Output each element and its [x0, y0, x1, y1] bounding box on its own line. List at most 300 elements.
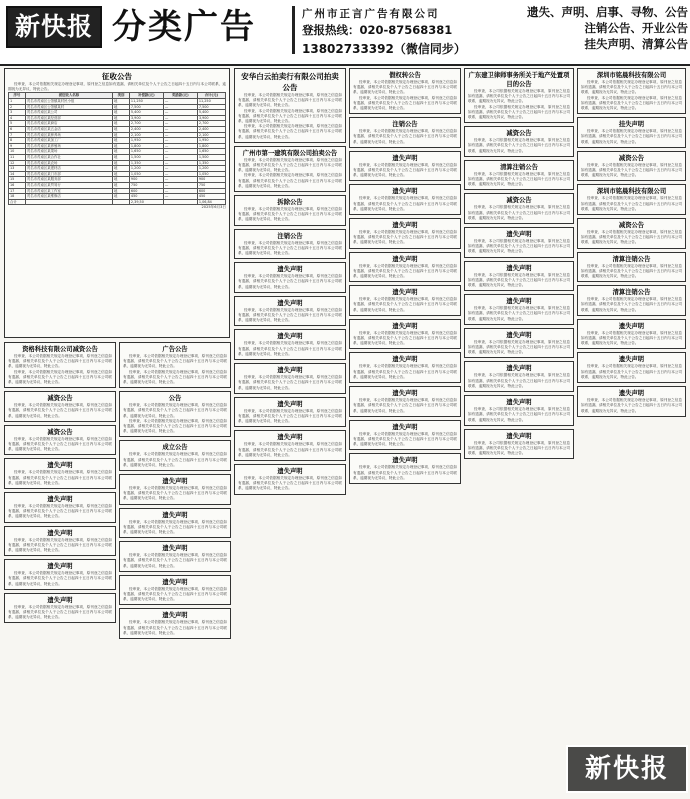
- table-cell: 1,200: [197, 166, 225, 172]
- table-cell: 18: [9, 194, 26, 200]
- table-cell: 9: [9, 143, 26, 149]
- ad-body: 经审查，本公司依据相关规定办理登记事项，原刊登之信息如有遗漏，请相关单位及个人于公告之日起四十五日内与本公司联系，逾期视为无异议，特此公告。: [123, 620, 227, 635]
- ad-body: 经审查，本公司依据相关规定办理登记事项，原刊登之信息如有遗漏，请相关单位及个人于公告之日起四十五日内与本公司联系，逾期视为无异议，特此公告。: [238, 93, 342, 108]
- ad-body: 经审查，本公司依据相关规定办理登记事项，原刊登之信息如有遗漏，请相关单位及个人于公告之日起四十五日内与本公司联系，逾期视为无异议，特此公告。: [238, 408, 342, 424]
- ad-body: 经审查，本公司依据相关规定办理登记事项，原刊登之信息如有遗漏，请相关单位及个人于公告之日起四十五日内与本公司联系，逾期视为无异议，特此公告。: [8, 354, 112, 369]
- ad-title: 广州市第一建筑有限公司拍卖公告: [242, 149, 338, 157]
- table-cell: 16: [9, 182, 26, 188]
- table-cell: 5: [9, 121, 26, 127]
- column-6: [577, 68, 686, 744]
- ad-body: 经审查，本公司依据相关规定办理登记事项，原刊登之信息如有遗漏，请相关单位及个人于公告之日起四十五日内与本公司联系，逾期视为无异议，特此公告。: [581, 80, 682, 95]
- ad-body: 经审查，本公司依据相关规定办理登记事项，原刊登之信息如有遗漏，请相关单位及个人于公告之日起四十五日内与本公司联系，逾期视为无异议，特此公告。: [353, 431, 457, 447]
- table-cell: 1,500: [129, 154, 163, 160]
- ad-body: 经审查，本公司依据相关规定办理登记事项，原刊登之信息如有遗漏，请相关单位及个人于公告之日起四十五日内与本公司联系，逾期视为无异议，特此公告。: [238, 341, 342, 356]
- ad-title: 遗失声明: [506, 365, 532, 373]
- ad-title: 遗失声明: [277, 266, 303, 274]
- table-cell: 地: [113, 154, 130, 160]
- ad-title: 遗失声明: [392, 457, 418, 465]
- table-cell: [25, 199, 112, 205]
- table-cell: 地: [113, 143, 130, 149]
- ad-title: 遗失声明: [392, 289, 418, 297]
- ad-block: [234, 262, 346, 293]
- table-cell: 地: [113, 110, 130, 116]
- ad-body: 经审查，本公司依据相关规定办理登记事项，原刊登之信息如有遗漏，请相关单位及个人于公告之日起四十五日内与本公司联系，逾期视为无异议，特此公告。: [581, 196, 682, 211]
- table-cell: 地: [113, 99, 130, 105]
- ad-body: 经审查，本公司依据相关规定办理登记事项，原刊登之信息如有遗漏，请相关单位及个人于公告之日起四十五日内与本公司联系，逾期视为无异议，特此公告。: [8, 604, 112, 620]
- ad-title: 减资公告: [506, 130, 532, 138]
- table-cell: 1,200: [129, 166, 163, 172]
- table-cell: 1,06,84: [197, 199, 225, 205]
- ad-block: [4, 458, 116, 489]
- ad-body: 经审查，本公司依据相关规定办理登记事项，原刊登之信息如有遗漏，请相关单位及个人于公告之日起四十五日内与本公司联系，逾期视为无异议，特此公告。: [8, 470, 112, 485]
- ad-body: 经审查，本公司依据相关规定办理登记事项，原刊登之信息如有遗漏，请相关单位及个人于公告之日起四十五日内与本公司联系，逾期视为无异议，特此公告。: [353, 196, 457, 211]
- ad-body: 经审查，本公司依据相关规定办理登记事项，原刊登之信息如有遗漏，请相关单位及个人于公告之日起四十五日内与本公司联系，逾期视为无异议，特此公告。: [353, 129, 457, 144]
- ad-body: 经审查，本公司依据相关规定办理登记事项，原刊登之信息如有遗漏，请相关单位及个人于公告之日起四十五日内与本公司联系，逾期视为无异议，特此公告。: [8, 436, 112, 452]
- table-cell: 6: [9, 126, 26, 132]
- ad-title: 遗失声明: [618, 390, 645, 398]
- table-cell: 3: [9, 110, 26, 116]
- ad-block: [464, 395, 574, 426]
- ad-block: [234, 195, 346, 226]
- column-1-lower: [4, 342, 116, 794]
- ad-title: 遗失声明: [392, 390, 418, 398]
- ad-title: 遗失声明: [47, 529, 73, 537]
- table-cell: 地: [113, 182, 130, 188]
- ad-body: 经审查，本公司依据相关规定办理登记事项，原刊登之信息如有遗漏，请相关单位及个人于公告之日起四十五日内与本公司联系，逾期视为无异议，特此公告。: [238, 108, 342, 124]
- table-cell: 茂名市茂南区某五金店: [25, 126, 112, 132]
- ad-body: 经审查，本公司依据相关规定办理登记事项，原刊登之信息如有遗漏，请相关单位及个人于公告之日起四十五日内与本公司联系，逾期视为无异议，特此公告。: [468, 171, 570, 187]
- levy-table: [8, 92, 226, 205]
- ad-block: [234, 329, 346, 360]
- ad-block: [464, 294, 574, 325]
- ad-body: 经审查，本公司依据相关规定办理登记事项，原刊登之信息如有遗漏，请相关单位及个人于公告之日起四十五日内与本公司联系，逾期视为无异议，特此公告。: [468, 205, 570, 220]
- table-cell: 茂名市茂南区某加工厂: [25, 138, 112, 144]
- table-cell: 11,250: [197, 99, 225, 105]
- ad-title: 遗失声明: [277, 367, 303, 375]
- table-cell: 茂名市茂南区某养殖场: [25, 143, 112, 149]
- ad-title: 减资公告: [47, 428, 73, 436]
- ad-title: 征收公告: [102, 72, 132, 81]
- ad-title: 广东建卫律师事务所关于地产处置项目的公告: [468, 72, 570, 88]
- page-header: [0, 0, 690, 66]
- ad-body: 经审查，本公司依据相关规定办理登记事项，原刊登之信息如有遗漏，请相关单位及个人于公告之日起四十五日内与本公司联系，逾期视为无异议，特此公告。: [238, 157, 342, 173]
- ad-block: [464, 261, 574, 292]
- ad-body: 经审查，本公司依据相关规定办理登记事项，原刊登之信息如有遗漏，请相关单位及个人于公告之日起四十五日内与本公司联系，逾期视为无异议，特此公告。: [8, 369, 112, 385]
- table-cell: 地: [113, 115, 130, 121]
- ad-block: [577, 386, 686, 417]
- ad-block: [464, 126, 574, 157]
- page-title: 分类广告: [112, 7, 256, 47]
- table-cell: 地: [113, 177, 130, 183]
- ad-body: 经审查，本公司依据相关规定办理登记事项，原刊登之信息如有遗漏，请相关单位及个人于公告之日起四十五日内与本公司联系，逾期视为无异议，特此公告。: [468, 373, 570, 388]
- column-3: [234, 68, 346, 794]
- table-cell: [163, 199, 197, 205]
- ad-block: [234, 363, 346, 394]
- table-cell: 1,350: [129, 160, 163, 166]
- ad-block: [577, 68, 686, 114]
- ad-title: 深圳市铭晨科技有限公司: [596, 188, 667, 196]
- ad-block: [464, 361, 574, 392]
- watermark-text: 新快报: [584, 754, 669, 784]
- ad-body: 经审查，本公司依据相关规定办理登记事项，原刊登之信息如有遗漏，请相关单位及个人于公告之日起四十五日内与本公司联系，逾期视为无异议，特此公告。: [353, 364, 457, 379]
- ad-body: 经审查，本公司依据相关规定办理登记事项，原刊登之信息如有遗漏，请相关单位及个人于公告之日起四十五日内与本公司联系，逾期视为无异议，特此公告。: [581, 263, 682, 279]
- ad-body: 经审查，本公司依据相关规定办理登记事项，原刊登之信息如有遗漏，请相关单位及个人于公告之日起四十五日内与本公司联系，逾期视为无异议，特此公告。: [353, 263, 457, 279]
- ad-title: 遗失声明: [506, 331, 532, 339]
- table-cell: 1,650: [129, 149, 163, 155]
- column-5: [464, 68, 574, 794]
- ad-body: 经审查，本公司依据相关规定办理登记事项，原刊登之信息如有遗漏，请相关单位及个人于公告之日起四十五日内与本公司联系，逾期视为无异议，特此公告。: [8, 403, 112, 418]
- ad-body: 经审查，本公司依据相关规定办理登记事项，原刊登之信息如有遗漏，请相关单位及个人于公告之日起四十五日内与本公司联系，逾期视为无异议，特此公告。: [353, 230, 457, 245]
- ad-body: 经审查，本公司依据相关规定办理登记事项，原刊登之信息如有遗漏，请相关单位及个人于公告之日起四十五日内与本公司联系，逾期视为无异议，特此公告。: [353, 297, 457, 312]
- ad-body: 经审查，本公司依据相关规定办理登记事项，原刊登之信息如有遗漏，请相关单位及个人于公告之日起四十五日内与本公司联系，逾期视为无异议，特此公告。: [468, 339, 570, 355]
- ad-title: 安华白云拍卖行有限公司拍卖公告: [241, 72, 339, 92]
- table-cell: 5,400: [129, 110, 163, 116]
- table-cell: 2: [9, 104, 26, 110]
- ad-body: 经审查，本公司依据相关规定办理登记事项，原刊登之信息如有遗漏，请相关单位及个人于公告之日起四十五日内与本公司联系，逾期视为无异议，特此公告。: [581, 129, 682, 144]
- table-cell: —: [163, 154, 197, 160]
- ad-title: 遗失声明: [277, 400, 303, 408]
- table-cell: —: [163, 166, 197, 172]
- ad-title: 遗失声明: [162, 612, 188, 620]
- table-cell: 茂名市茂南区某公司: [25, 110, 112, 116]
- ad-title: 减资公告: [47, 395, 73, 403]
- ad-block: [4, 559, 116, 590]
- table-cell: 1,350: [197, 160, 225, 166]
- ad-block: [349, 319, 461, 350]
- ad-body: 经审查，本公司依据相关规定办理登记事项，原刊登之信息如有遗漏，请相关单位及个人于公告之日起四十五日内与本公司联系，逾期视为无异议，特此公告。: [123, 553, 227, 568]
- ad-title: 遗失声明: [506, 399, 532, 407]
- brand-logo: [6, 6, 102, 48]
- column-2-lower: [119, 342, 231, 794]
- table-cell: 地: [113, 194, 130, 200]
- ad-body: 经审查，本公司依据相关规定办理登记事项，原刊登之信息如有遗漏，请相关单位及个人于公告之日起四十五日内与本公司联系，逾期视为无异议，特此公告。: [581, 364, 682, 379]
- table-cell: 2,400: [197, 126, 225, 132]
- table-cell: 2,700: [197, 121, 225, 127]
- table-cell: 地: [113, 104, 130, 110]
- ad-title: 遗失声明: [618, 322, 645, 330]
- table-cell: 茂名市茂南区某门市部: [25, 171, 112, 177]
- table-cell: 地: [113, 171, 130, 177]
- hotline: 登报热线：020-87568381: [302, 23, 453, 37]
- table-cell: 7,500: [197, 104, 225, 110]
- ad-title: 遗失声明: [277, 434, 303, 442]
- ad-block: [119, 508, 231, 539]
- table-cell: 600: [197, 188, 225, 194]
- table-cell: —: [163, 177, 197, 183]
- ad-block: [464, 429, 574, 460]
- signature-date: 2025年6月3日: [201, 205, 226, 210]
- column-levy: [4, 68, 230, 340]
- ad-body: 经审查，本公司依据相关规定办理登记事项，原刊登之信息如有遗漏，请相关单位及个人于公告之日起四十五日内与本公司联系，逾期视为无异议，特此公告。: [123, 519, 227, 535]
- table-cell: 茂名市茂南区某服务部: [25, 177, 112, 183]
- ad-body: 经审查，本公司依据相关规定办理登记事项，原刊登之信息如有遗漏，请相关单位及个人于公告之日起四十五日内与本公司联系，逾期视为无异议，特此公告。: [353, 162, 457, 178]
- table-cell: 茂名市茂南区某工作室: [25, 188, 112, 194]
- table-cell: 900: [129, 177, 163, 183]
- ad-body: 经审查，本公司依据相关规定办理登记事项，原刊登之信息如有遗漏，请相关单位及个人于公告之日起四十五日内与本公司联系，逾期视为无异议，特此公告。: [123, 369, 227, 385]
- table-cell: —: [163, 104, 197, 110]
- table-cell: —: [163, 194, 197, 200]
- ad-body: 经审查，本公司依据相关规定办理登记事项，原刊登之信息如有遗漏，请相关单位及个人于公告之日起四十五日内与本公司联系，逾期视为无异议，特此公告。: [468, 239, 570, 254]
- ad-block: [577, 352, 686, 383]
- table-cell: 茂名市茂南区某贸易行: [25, 182, 112, 188]
- table-cell: 地: [113, 132, 130, 138]
- table-cell: 5,400: [197, 110, 225, 116]
- category-line: 遗失、声明、启事、寻物、公告: [527, 5, 688, 19]
- table-cell: 茂名市茂南区某合作社: [25, 154, 112, 160]
- ad-title: 广告公告: [162, 346, 188, 353]
- ad-block: [4, 492, 116, 523]
- ad-title: 减资公告: [506, 197, 532, 205]
- table-cell: 茂名市茂南区公馆镇某村: [25, 104, 112, 110]
- table-cell: 1,950: [197, 138, 225, 144]
- ad-block: [4, 425, 116, 456]
- table-cell: 茂名市茂南区某商店: [25, 121, 112, 127]
- table-header-cell: 奖励款(元): [163, 93, 197, 99]
- table-cell: —: [163, 171, 197, 177]
- ad-block: [234, 397, 346, 428]
- ad-body: 经审查，本公司依据相关规定办理登记事项，原刊登之信息如有遗漏，请相关单位及个人于公告之日起四十五日内与本公司联系，逾期视为无异议，特此公告。: [353, 330, 457, 346]
- ad-body: 经审查，本公司依据相关规定办理登记事项，原刊登之信息如有遗漏，请相关单位及个人于公告之日起四十五日内与本公司联系，逾期视为无异议，特此公告。: [468, 89, 570, 104]
- ad-block: [4, 342, 116, 388]
- table-cell: 3,900: [129, 115, 163, 121]
- ad-body: 经审查，本公司依据相关规定办理登记事项，原刊登之信息如有遗漏，请相关单位及个人于公告之日起四十五日内与本公司联系，逾期视为无异议，特此公告。: [8, 82, 226, 92]
- ad-block: [4, 526, 116, 557]
- ad-block: [577, 184, 686, 215]
- ad-body: 经审查，本公司依据相关规定办理登记事项，原刊登之信息如有遗漏，请相关单位及个人于公告之日起四十五日内与本公司联系，逾期视为无异议，特此公告。: [238, 173, 342, 188]
- ad-block: [234, 296, 346, 327]
- ad-title: 注销公告: [392, 121, 418, 129]
- ad-title: 遗失声明: [392, 356, 418, 364]
- table-cell: 7,500: [129, 104, 163, 110]
- table-cell: 2,100: [197, 132, 225, 138]
- ad-title: 遗失声明: [47, 563, 73, 571]
- table-cell: 1,800: [197, 143, 225, 149]
- ad-body: 经审查，本公司依据相关规定办理登记事项，原刊登之信息如有遗漏，请相关单位及个人于公告之日起四十五日内与本公司联系，逾期视为无异议，特此公告。: [8, 504, 112, 519]
- ad-title: 遗失声明: [392, 322, 418, 330]
- ad-block: [234, 229, 346, 260]
- ad-block: [349, 218, 461, 249]
- header-divider: [292, 6, 295, 54]
- logo-text: 新快报: [14, 12, 93, 41]
- table-cell: —: [163, 99, 197, 105]
- table-cell: 900: [197, 177, 225, 183]
- ad-block: [349, 252, 461, 283]
- ad-title: 成立公告: [162, 444, 188, 452]
- ad-block: [234, 68, 346, 143]
- ad-body: 经审查，本公司依据相关规定办理登记事项，原刊登之信息如有遗漏，请相关单位及个人于公告之日起四十五日内与本公司联系，逾期视为无异议，特此公告。: [581, 330, 682, 346]
- ad-title: 遗失声明: [277, 299, 303, 307]
- table-cell: 2,100: [129, 132, 163, 138]
- ad-body: 经审查，本公司依据相关规定办理登记事项，原刊登之信息如有遗漏，请相关单位及个人于公告之日起四十五日内与本公司联系，逾期视为无异议，特此公告。: [123, 486, 227, 501]
- table-cell: 750: [197, 182, 225, 188]
- ad-title: 减资公告: [618, 222, 645, 230]
- ad-body: 经审查，本公司依据相关规定办理登记事项，原刊登之信息如有遗漏，请相关单位及个人于公告之日起四十五日内与本公司联系，逾期视为无异议，特此公告。: [581, 297, 682, 312]
- ad-block: [234, 464, 346, 495]
- table-cell: 地: [113, 160, 130, 166]
- ad-block: [464, 160, 574, 191]
- table-header-cell: 类别: [113, 93, 130, 99]
- ad-block: [464, 328, 574, 359]
- table-cell: 2,39,50: [129, 199, 163, 205]
- table-cell: 地: [113, 121, 130, 127]
- ad-body: 经审查，本公司依据相关规定办理登记事项，原刊登之信息如有遗漏，请相关单位及个人于公告之日起四十五日内与本公司联系，逾期视为无异议，特此公告。: [8, 537, 112, 553]
- table-cell: 合计: [9, 199, 26, 205]
- ad-body: 经审查，本公司依据相关规定办理登记事项，原刊登之信息如有遗漏，请相关单位及个人于公告之日起四十五日内与本公司联系，逾期视为无异议，特此公告。: [238, 207, 342, 222]
- table-cell: 茂名市茂南区某种养场: [25, 132, 112, 138]
- ad-title: 减资公告: [618, 154, 645, 162]
- table-cell: 7: [9, 132, 26, 138]
- ad-title: 遗失声明: [47, 462, 73, 470]
- table-cell: —: [163, 121, 197, 127]
- ad-block: [349, 420, 461, 451]
- ad-block: [119, 608, 231, 639]
- table-cell: 11,250: [129, 99, 163, 105]
- ad-title: 清算注销公告: [500, 163, 538, 171]
- ad-title: 遗失声明: [392, 154, 418, 162]
- ad-body: 经审查，本公司依据相关规定办理登记事项，原刊登之信息如有遗漏，请相关单位及个人于公告之日起四十五日内与本公司联系，逾期视为无异议，特此公告。: [581, 230, 682, 245]
- ad-body: 经审查，本公司依据相关规定办理登记事项，原刊登之信息如有遗漏，请相关单位及个人于公告之日起四十五日内与本公司联系，逾期视为无异议，特此公告。: [238, 442, 342, 457]
- ad-title: 遗失声明: [277, 467, 303, 475]
- category-list: [502, 4, 688, 52]
- watermark-logo: [566, 745, 688, 793]
- ad-block: [349, 386, 461, 417]
- table-cell: 茂名市茂南区某维修店: [25, 194, 112, 200]
- agency-name: 广州市正言广告有限公司: [302, 8, 440, 20]
- ad-body: 经审查，本公司依据相关规定办理登记事项，原刊登之信息如有遗漏，请相关单位及个人于公告之日起四十五日内与本公司联系，逾期视为无异议，特此公告。: [123, 354, 227, 369]
- ad-block: [119, 474, 231, 505]
- table-cell: 750: [129, 182, 163, 188]
- table-cell: —: [163, 160, 197, 166]
- table-cell: 2,400: [129, 126, 163, 132]
- ad-title: 遗失声明: [162, 478, 188, 486]
- table-cell: —: [163, 138, 197, 144]
- ad-block: [119, 342, 231, 388]
- ad-block: [464, 193, 574, 224]
- ad-title: 资格科技有限公司减资公告: [22, 346, 98, 353]
- ad-block: [577, 285, 686, 316]
- table-cell: —: [163, 188, 197, 194]
- table-cell: 1,650: [197, 149, 225, 155]
- ad-title: 遗失声明: [392, 222, 418, 230]
- table-cell: 茂名市茂南区某经营部: [25, 115, 112, 121]
- table-cell: 地: [113, 126, 130, 132]
- ad-block: [119, 440, 231, 471]
- ad-block: [349, 453, 461, 484]
- ad-body: 经审查，本公司依据相关规定办理登记事项，原刊登之信息如有遗漏，请相关单位及个人于公告之日起四十五日内与本公司联系，逾期视为无异议，特此公告。: [353, 398, 457, 413]
- ad-block: [119, 541, 231, 572]
- ad-body: 经审查，本公司依据相关规定办理登记事项，原刊登之信息如有遗漏，请相关单位及个人于公告之日起四十五日内与本公司联系，逾期视为无异议，特此公告。: [353, 95, 457, 111]
- ad-title: 遗失声明: [277, 333, 303, 341]
- table-cell: 地: [113, 149, 130, 155]
- ad-body: 经审查，本公司依据相关规定办理登记事项，原刊登之信息如有遗漏，请相关单位及个人于公告之日起四十五日内与本公司联系，逾期视为无异议，特此公告。: [123, 452, 227, 467]
- ad-block: [4, 68, 230, 338]
- ad-block: [577, 117, 686, 148]
- table-cell: 17: [9, 188, 26, 194]
- ad-title: 遗失声明: [162, 578, 188, 586]
- table-header-cell: 被征收人名称: [25, 93, 112, 99]
- table-cell: —: [163, 126, 197, 132]
- ad-title: 遗失声明: [506, 298, 532, 306]
- ad-body: 经审查，本公司依据相关规定办理登记事项，原刊登之信息如有遗漏，请相关单位及个人于公告之日起四十五日内与本公司联系，逾期视为无异议，特此公告。: [123, 418, 227, 434]
- table-cell: 14: [9, 171, 26, 177]
- ad-title: 遗失声明: [392, 255, 418, 263]
- table-cell: 地: [113, 166, 130, 172]
- ad-body: 经审查，本公司依据相关规定办理登记事项，原刊登之信息如有遗漏，请相关单位及个人于公告之日起四十五日内与本公司联系，逾期视为无异议，特此公告。: [468, 138, 570, 153]
- ad-title: 清算注销公告: [612, 289, 651, 297]
- table-cell: 1,950: [129, 138, 163, 144]
- category-line: 注销公告、开业公告: [584, 21, 688, 35]
- ad-title: 遗失声明: [506, 231, 532, 239]
- ad-block: [349, 68, 461, 114]
- ad-block: [577, 151, 686, 182]
- table-cell: —: [163, 182, 197, 188]
- ad-body: 经审查，本公司依据相关规定办理登记事项，原刊登之信息如有遗漏，请相关单位及个人于公告之日起四十五日内与本公司联系，逾期视为无异议，特此公告。: [238, 274, 342, 289]
- ad-body: 经审查，本公司依据相关规定办理登记事项，原刊登之信息如有遗漏，请相关单位及个人于公告之日起四十五日内与本公司联系，逾期视为无异议，特此公告。: [8, 571, 112, 586]
- ad-body: 经审查，本公司依据相关规定办理登记事项，原刊登之信息如有遗漏，请相关单位及个人于公告之日起四十五日内与本公司联系，逾期视为无异议，特此公告。: [468, 272, 570, 288]
- ad-body: 经审查，本公司依据相关规定办理登记事项，原刊登之信息如有遗漏，请相关单位及个人于公告之日起四十五日内与本公司联系，逾期视为无异议，特此公告。: [468, 440, 570, 456]
- table-cell: 茂名市茂南区某农场: [25, 160, 112, 166]
- table-cell: 2,700: [129, 121, 163, 127]
- table-cell: 茂名市茂南区某果场: [25, 149, 112, 155]
- table-cell: 1: [9, 99, 26, 105]
- ad-block: [349, 117, 461, 148]
- ad-body: 经审查，本公司依据相关规定办理登记事项，原刊登之信息如有遗漏，请相关单位及个人于公告之日起四十五日内与本公司联系，逾期视为无异议，特此公告。: [353, 80, 457, 95]
- table-cell: 11: [9, 154, 26, 160]
- ad-block: [349, 352, 461, 383]
- ad-title: 遗失声明: [162, 545, 188, 553]
- table-cell: 600: [129, 188, 163, 194]
- ad-body: 经审查，本公司依据相关规定办理登记事项，原刊登之信息如有遗漏，请相关单位及个人于公告之日起四十五日内与本公司联系，逾期视为无异议，特此公告。: [468, 104, 570, 120]
- ad-body: 经审查，本公司依据相关规定办理登记事项，原刊登之信息如有遗漏，请相关单位及个人于公告之日起四十五日内与本公司联系，逾期视为无异议，特此公告。: [123, 403, 227, 418]
- table-cell: —: [163, 143, 197, 149]
- ad-body: 经审查，本公司依据相关规定办理登记事项，原刊登之信息如有遗漏，请相关单位及个人于公告之日起四十五日内与本公司联系，逾期视为无异议，特此公告。: [238, 124, 342, 139]
- ad-title: 遗失声明: [47, 496, 73, 504]
- table-cell: —: [163, 110, 197, 116]
- ad-block: [4, 593, 116, 624]
- table-cell: 12: [9, 160, 26, 166]
- table-cell: 450: [197, 194, 225, 200]
- table-total-row: [9, 199, 226, 205]
- ad-title: 公告: [168, 395, 182, 403]
- ad-block: [577, 218, 686, 249]
- table-cell: 10: [9, 149, 26, 155]
- table-cell: 8: [9, 138, 26, 144]
- table-header-cell: 合计(元): [197, 93, 225, 99]
- ad-block: [577, 252, 686, 283]
- table-cell: 3,900: [197, 115, 225, 121]
- table-cell: 4: [9, 115, 26, 121]
- ad-block: [119, 391, 231, 437]
- ad-body: 经审查，本公司依据相关规定办理登记事项，原刊登之信息如有遗漏，请相关单位及个人于公告之日起四十五日内与本公司联系，逾期视为无异议，特此公告。: [581, 95, 682, 111]
- ad-body: 经审查，本公司依据相关规定办理登记事项，原刊登之信息如有遗漏，请相关单位及个人于公告之日起四十五日内与本公司联系，逾期视为无异议，特此公告。: [468, 306, 570, 321]
- table-cell: 13: [9, 166, 26, 172]
- table-cell: 450: [129, 194, 163, 200]
- ad-title: 挂失声明: [618, 121, 645, 129]
- table-cell: 1,500: [197, 154, 225, 160]
- table-cell: 地: [113, 138, 130, 144]
- ad-block: [349, 285, 461, 316]
- ad-block: [349, 151, 461, 182]
- ad-title: 遗失声明: [618, 356, 645, 364]
- ad-title: 注销公告: [277, 232, 303, 240]
- ad-body: 经审查，本公司依据相关规定办理登记事项，原刊登之信息如有遗漏，请相关单位及个人于公告之日起四十五日内与本公司联系，逾期视为无异议，特此公告。: [238, 307, 342, 323]
- ad-title: 遗失声明: [162, 511, 188, 519]
- ad-block: [464, 68, 574, 123]
- ad-block: [577, 319, 686, 350]
- table-cell: 1,050: [129, 171, 163, 177]
- table-cell: 15: [9, 177, 26, 183]
- table-cell: 地: [113, 188, 130, 194]
